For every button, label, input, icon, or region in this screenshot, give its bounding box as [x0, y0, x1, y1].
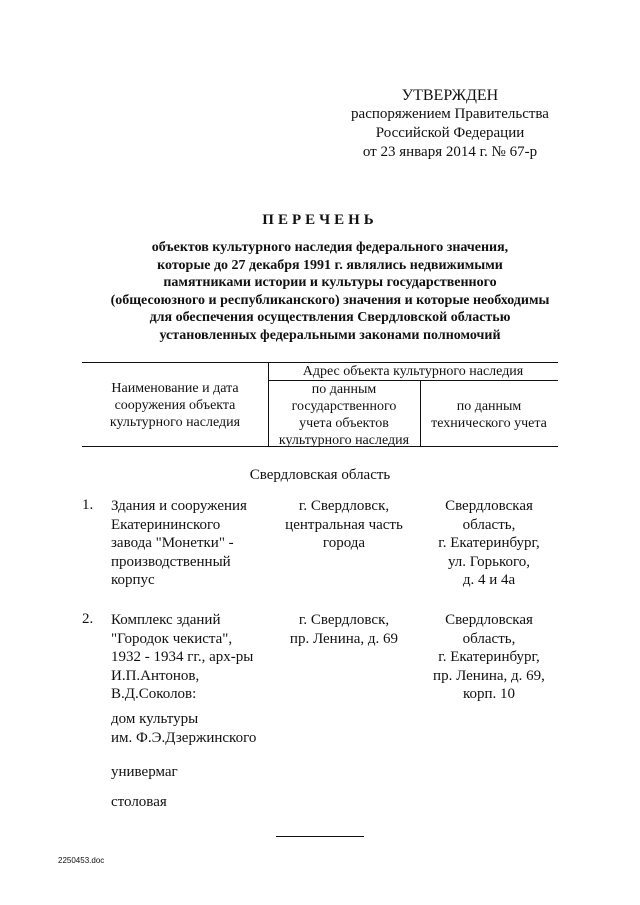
- document-title: ПЕРЕЧЕНЬ: [262, 212, 378, 228]
- subtitle-line: которые до 27 декабря 1991 г. являлись недвижимыми: [157, 257, 503, 273]
- technical-address: Свердловская область, г. Екатеринбург, ул. Горького, д. 4 и 4а: [438, 498, 540, 588]
- state-address: г. Свердловск, центральная часть города: [285, 498, 403, 551]
- state-address: г. Свердловск, пр. Ленина, д. 69: [289, 612, 399, 647]
- file-name: 2250453.doc: [58, 856, 105, 865]
- name-column-header: Наименование и дата сооружения объекта культурного наследия: [109, 381, 241, 430]
- sub-item: дом культуры им. Ф.Э.Дзержинского: [111, 711, 257, 746]
- address-header: Адрес объекта культурного наследия: [302, 364, 524, 379]
- row-number: 1.: [82, 497, 94, 513]
- end-rule: [276, 836, 364, 837]
- subtitle-line: памятниками истории и культуры государственного: [163, 275, 497, 290]
- object-name: Здания и сооружения Екатерининского завода "Монетки" - производственный корпус: [111, 498, 247, 588]
- document-subtitle: [60, 239, 600, 344]
- technical-registry-column-header: по данным технического учета: [431, 399, 547, 431]
- approval-line: Российской Федерации: [375, 125, 525, 141]
- state-registry-column-header: по данным государственного учета объектов культурного наследия: [278, 382, 410, 448]
- subtitle-line: установленных федеральными законами полномочий: [159, 327, 501, 343]
- object-name: Комплекс зданий "Городок чекиста", 1932 - 1934 гг., арх-ры И.П.Антонов, В.Д.Соколов:: [111, 612, 254, 702]
- approval-heading: УТВЕРЖДЕН: [401, 87, 499, 104]
- approval-line: от 23 января 2014 г. № 67-р: [362, 144, 538, 160]
- row-number: 2.: [82, 611, 94, 627]
- subtitle-line: (общесоюзного и республиканского) значения и которые необходимы: [110, 292, 550, 308]
- approval-line: распоряжением Правительства: [351, 106, 549, 122]
- approval-block: [330, 86, 570, 162]
- sub-item: столовая: [111, 794, 167, 810]
- subtitle-line: объектов культурного наследия федерального значения,: [151, 240, 509, 255]
- technical-address: Свердловская область, г. Екатеринбург, пр. Ленина, д. 69, корп. 10: [433, 612, 545, 702]
- sub-item: универмаг: [111, 764, 178, 780]
- subtitle-line: для обеспечения осуществления Свердловской областью: [149, 310, 511, 325]
- region-heading: Свердловская область: [249, 467, 391, 483]
